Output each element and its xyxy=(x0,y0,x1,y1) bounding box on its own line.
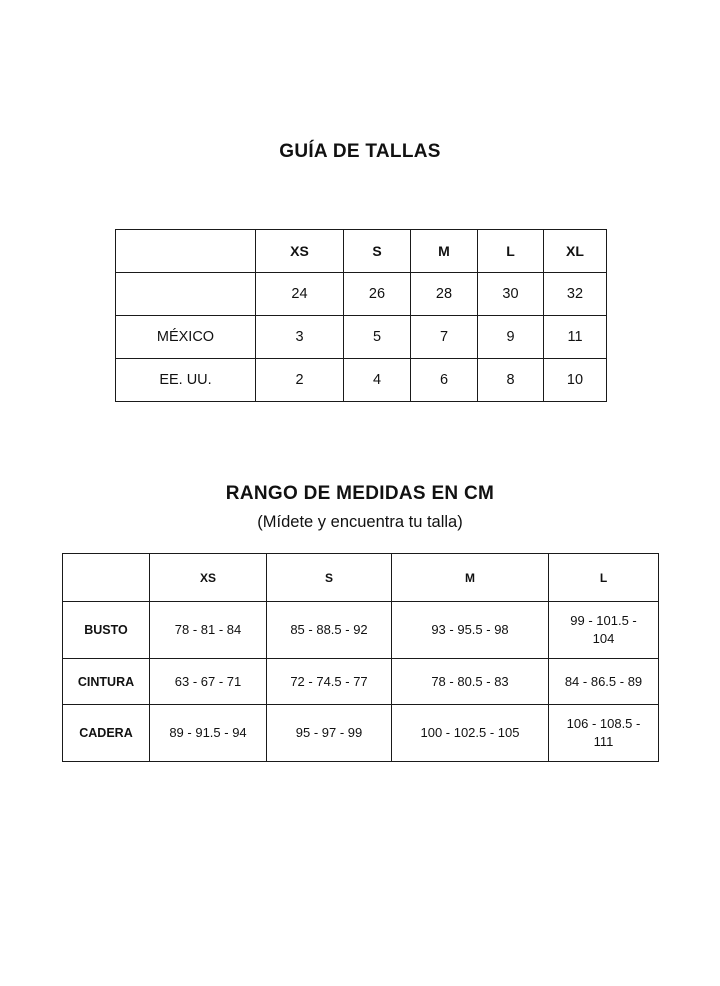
header-cell-s: S xyxy=(267,554,392,602)
row-label-cadera: CADERA xyxy=(63,705,150,762)
row-label-usa: EE. UU. xyxy=(116,359,256,402)
header-cell xyxy=(116,230,256,273)
table-cell: 2 xyxy=(256,359,344,402)
table-cell: 63 - 67 - 71 xyxy=(150,659,267,705)
table-row xyxy=(116,273,607,316)
table-cell: 89 - 91.5 - 94 xyxy=(150,705,267,762)
table-row xyxy=(116,359,607,402)
table-cell: 30 xyxy=(478,273,544,316)
table-cell: 95 - 97 - 99 xyxy=(267,705,392,762)
header-cell-xs: XS xyxy=(150,554,267,602)
table-cell: 3 xyxy=(256,316,344,359)
header-cell-xs: XS xyxy=(256,230,344,273)
table-cell: 78 - 81 - 84 xyxy=(150,602,267,659)
row-label-cintura: CINTURA xyxy=(63,659,150,705)
table-row xyxy=(116,316,607,359)
size-guide-table xyxy=(115,229,607,402)
table-row xyxy=(63,705,659,762)
header-cell-m: M xyxy=(411,230,478,273)
table-cell: 99 - 101.5 - 104 xyxy=(549,602,659,659)
table-row xyxy=(63,602,659,659)
table-cell: 6 xyxy=(411,359,478,402)
table-cell: 28 xyxy=(411,273,478,316)
measurements-header-row xyxy=(63,554,659,602)
table-cell: 11 xyxy=(544,316,607,359)
header-cell xyxy=(63,554,150,602)
measurements-title: RANGO DE MEDIDAS EN CM xyxy=(225,483,495,504)
table-cell: 85 - 88.5 - 92 xyxy=(267,602,392,659)
header-cell-l: L xyxy=(549,554,659,602)
size-guide-title: GUÍA DE TALLAS xyxy=(279,141,441,162)
header-cell-xl: XL xyxy=(544,230,607,273)
header-cell-l: L xyxy=(478,230,544,273)
header-cell-s: S xyxy=(344,230,411,273)
table-cell: 7 xyxy=(411,316,478,359)
table-cell: 8 xyxy=(478,359,544,402)
table-cell: 32 xyxy=(544,273,607,316)
table-cell: 5 xyxy=(344,316,411,359)
row-label-mexico: MÉXICO xyxy=(116,316,256,359)
measurements-table xyxy=(62,553,659,762)
table-cell: 10 xyxy=(544,359,607,402)
table-cell: 24 xyxy=(256,273,344,316)
table-cell: 26 xyxy=(344,273,411,316)
table-cell: 4 xyxy=(344,359,411,402)
measurements-subtitle: (Mídete y encuentra tu talla) xyxy=(257,513,463,531)
table-cell: 84 - 86.5 - 89 xyxy=(549,659,659,705)
table-cell: 100 - 102.5 - 105 xyxy=(392,705,549,762)
size-guide-header-row xyxy=(116,230,607,273)
table-row xyxy=(63,659,659,705)
table-cell: 93 - 95.5 - 98 xyxy=(392,602,549,659)
table-cell: 9 xyxy=(478,316,544,359)
header-cell-m: M xyxy=(392,554,549,602)
table-cell: 106 - 108.5 - 111 xyxy=(549,705,659,762)
table-cell: 78 - 80.5 - 83 xyxy=(392,659,549,705)
row-label-busto: BUSTO xyxy=(63,602,150,659)
row-label xyxy=(116,273,256,316)
table-cell: 72 - 74.5 - 77 xyxy=(267,659,392,705)
